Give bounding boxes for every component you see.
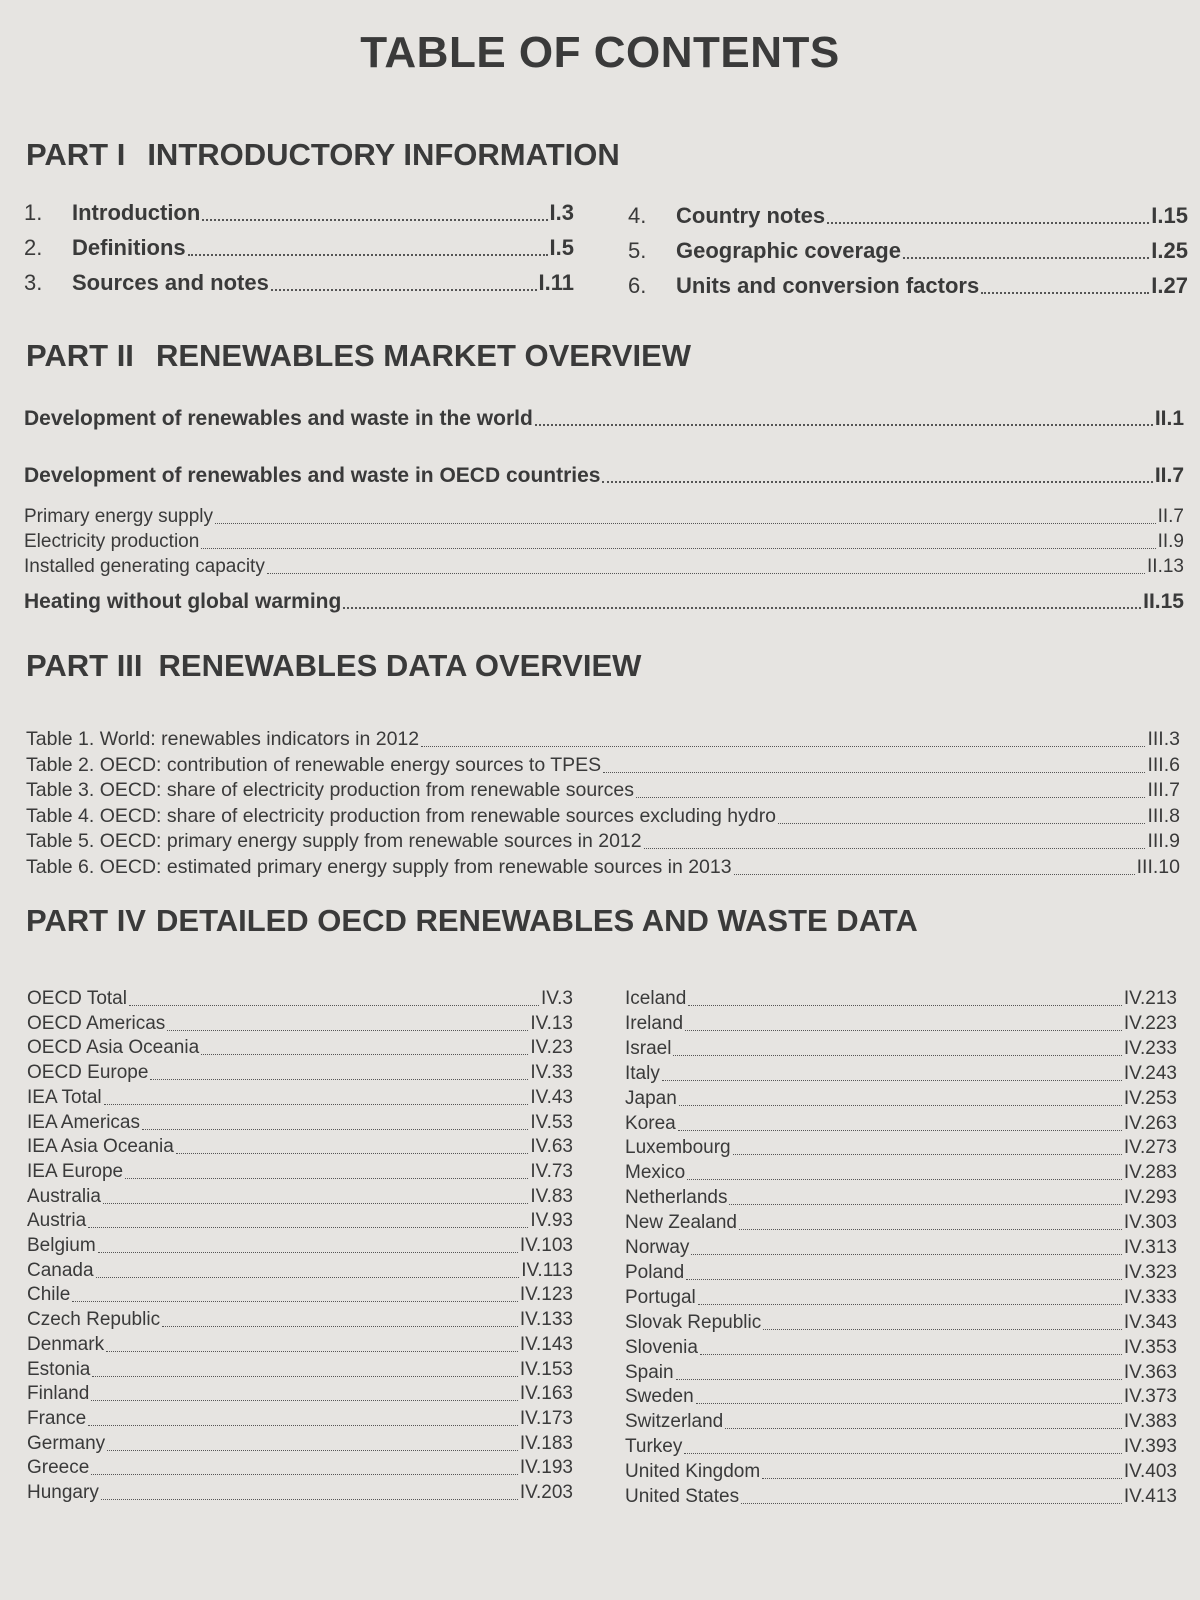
toc-entry-label: United States	[625, 1486, 740, 1507]
toc-entry-page: IV.383	[1123, 1411, 1177, 1433]
toc-entry-page: IV.343	[1123, 1311, 1177, 1333]
dot-leader	[88, 1227, 528, 1228]
toc-entry-page: II.15	[1143, 590, 1184, 613]
toc-entry-number: 2.	[24, 235, 43, 260]
toc-entry[interactable]	[24, 270, 574, 296]
toc-entry[interactable]	[27, 1161, 573, 1183]
dot-leader	[734, 874, 1135, 875]
toc-entry-page: IV.203	[519, 1482, 573, 1503]
toc-entry[interactable]	[27, 1433, 573, 1455]
toc-entry[interactable]	[24, 531, 1184, 553]
toc-entry[interactable]	[625, 1461, 1177, 1483]
toc-entry-label: Greece	[27, 1457, 90, 1479]
toc-entry[interactable]	[27, 1062, 573, 1084]
toc-entry-label	[628, 273, 979, 299]
toc-entry-label: Table 6. OECD: estimated primary energy supply from renewable sources in 2013	[26, 855, 732, 878]
dot-leader	[691, 1254, 1121, 1255]
toc-entry[interactable]	[625, 1287, 1177, 1309]
toc-entry-page: III.9	[1147, 830, 1180, 852]
dot-leader	[98, 1252, 518, 1253]
toc-entry[interactable]	[628, 273, 1188, 299]
toc-entry-page: IV.43	[530, 1086, 573, 1108]
toc-entry-label: United Kingdom	[625, 1461, 761, 1483]
dot-leader	[636, 797, 1145, 798]
dot-leader	[271, 289, 537, 291]
toc-entry[interactable]	[628, 203, 1188, 229]
toc-entry[interactable]	[625, 1486, 1177, 1508]
toc-entry-label: Italy	[625, 1062, 660, 1084]
toc-entry[interactable]	[27, 1037, 573, 1059]
toc-entry-text: Units and conversion factors	[676, 273, 980, 298]
toc-entry-label: Canada	[27, 1259, 94, 1281]
toc-entry[interactable]	[27, 1260, 573, 1282]
toc-entry[interactable]	[24, 235, 574, 261]
toc-entry-page: I.27	[1151, 273, 1188, 298]
dot-leader	[125, 1178, 528, 1179]
toc-entry[interactable]	[628, 238, 1188, 264]
dot-leader	[96, 1277, 520, 1278]
toc-entry[interactable]	[26, 754, 1180, 777]
toc-entry-label: Ireland	[625, 1012, 684, 1034]
toc-entry[interactable]	[27, 1383, 573, 1405]
toc-entry-label: Netherlands	[625, 1187, 728, 1209]
toc-entry-label: Slovenia	[625, 1336, 698, 1358]
toc-entry-label: IEA Asia Oceania	[27, 1136, 174, 1158]
toc-entry-label	[628, 203, 825, 229]
dot-leader	[129, 1005, 539, 1006]
dot-leader	[696, 1403, 1122, 1404]
dot-leader	[107, 1450, 518, 1451]
toc-entry-label: Austria	[27, 1210, 87, 1232]
dot-leader	[827, 222, 1149, 224]
toc-entry[interactable]	[625, 1162, 1177, 1184]
dot-leader	[739, 1229, 1122, 1230]
toc-entry-label: Hungary	[27, 1482, 99, 1503]
toc-entry-page: IV.53	[530, 1111, 573, 1133]
part1-heading	[26, 137, 620, 173]
toc-entry-label: Spain	[625, 1361, 674, 1383]
toc-entry-label: Primary energy supply	[24, 506, 214, 527]
toc-entry-page: IV.23	[530, 1037, 573, 1059]
toc-entry-page: IV.303	[1123, 1212, 1177, 1234]
toc-entry-page: IV.133	[519, 1309, 573, 1331]
toc-entry-label: Development of renewables and waste in the world	[24, 407, 533, 430]
toc-entry-page: IV.253	[1123, 1087, 1177, 1109]
part2-number: PART II	[26, 338, 134, 373]
dot-leader	[729, 1204, 1121, 1205]
toc-entry[interactable]	[27, 1210, 573, 1232]
toc-entry-label: Japan	[625, 1087, 677, 1109]
toc-entry-number: 4.	[628, 203, 647, 228]
toc-entry-label: Denmark	[27, 1333, 105, 1355]
toc-entry[interactable]	[625, 1262, 1177, 1284]
toc-entry[interactable]	[27, 1087, 573, 1109]
toc-entry[interactable]	[26, 728, 1180, 751]
toc-entry[interactable]	[625, 1337, 1177, 1359]
toc-entry-label	[24, 235, 186, 261]
toc-entry-label: Mexico	[625, 1162, 686, 1184]
toc-entry-page: III.10	[1136, 855, 1180, 878]
toc-entry-page: IV.83	[530, 1185, 573, 1207]
toc-entry-label: Slovak Republic	[625, 1311, 762, 1333]
toc-entry-label: OECD Europe	[27, 1062, 149, 1084]
toc-entry-page: IV.153	[519, 1358, 573, 1380]
toc-entry[interactable]	[27, 1408, 573, 1430]
toc-entry-page: IV.413	[1123, 1486, 1177, 1507]
toc-entry-page: IV.103	[519, 1235, 573, 1256]
toc-entry-label: Australia	[27, 1185, 101, 1207]
dot-leader	[101, 1499, 518, 1500]
toc-entry-label: Turkey	[625, 1436, 683, 1458]
toc-entry[interactable]	[27, 1309, 573, 1331]
toc-entry-label: Table 4. OECD: share of electricity production from renewable sources excluding hydro	[26, 804, 777, 827]
toc-entry-page: IV.263	[1123, 1112, 1177, 1134]
toc-entry[interactable]	[27, 1112, 573, 1134]
toc-entry-page: IV.243	[1123, 1062, 1177, 1084]
dot-leader	[687, 1179, 1122, 1180]
toc-entry-label: IEA Total	[27, 1086, 102, 1108]
toc-entry[interactable]	[625, 1113, 1177, 1135]
toc-entry-page: IV.173	[519, 1407, 573, 1429]
toc-entry[interactable]	[24, 506, 1184, 528]
part4-number: PART IV	[26, 903, 146, 938]
toc-entry[interactable]	[26, 856, 1180, 879]
dot-leader	[142, 1129, 528, 1130]
toc-entry-page: IV.233	[1123, 1037, 1177, 1059]
toc-entry-text: Introduction	[72, 200, 201, 225]
dot-leader	[662, 1080, 1122, 1081]
dot-leader	[162, 1326, 518, 1327]
toc-entry-label: Table 1. World: renewables indicators in 2012	[26, 728, 420, 750]
toc-entry-label: Sweden	[625, 1386, 694, 1408]
toc-entry-label: Israel	[625, 1037, 672, 1059]
toc-entry-label: OECD Total	[27, 988, 127, 1009]
toc-entry-page: IV.403	[1123, 1461, 1177, 1483]
dot-leader	[686, 1279, 1122, 1280]
toc-entry-page: IV.33	[530, 1062, 573, 1084]
toc-entry[interactable]	[625, 1088, 1177, 1110]
dot-leader	[673, 1055, 1121, 1056]
dot-leader	[201, 1054, 528, 1055]
toc-entry-page: IV.223	[1123, 1012, 1177, 1034]
toc-entry-label: France	[27, 1407, 87, 1429]
toc-entry-text: Definitions	[72, 235, 186, 260]
toc-entry-page: IV.293	[1123, 1187, 1177, 1209]
toc-entry-label	[24, 200, 200, 226]
toc-entry-page: IV.73	[530, 1160, 573, 1182]
toc-entry-page: IV.323	[1123, 1261, 1177, 1283]
toc-entry-page: IV.123	[519, 1284, 573, 1306]
dot-leader	[602, 481, 1152, 483]
toc-entry-page: IV.143	[519, 1333, 573, 1355]
toc-entry[interactable]	[27, 988, 573, 1010]
toc-entry[interactable]	[625, 1386, 1177, 1408]
dot-leader	[91, 1400, 517, 1401]
toc-entry-label: Development of renewables and waste in OECD countries	[24, 464, 601, 487]
toc-entry-text: Sources and notes	[72, 270, 269, 295]
dot-leader	[678, 1130, 1122, 1131]
dot-leader	[684, 1453, 1121, 1454]
dot-leader	[725, 1428, 1122, 1429]
dot-leader	[603, 772, 1145, 773]
toc-entry-label: Iceland	[625, 988, 687, 1009]
toc-entry-page: III.6	[1147, 753, 1180, 776]
toc-entry-page: IV.313	[1123, 1237, 1177, 1258]
toc-entry-label: Finland	[27, 1383, 90, 1405]
toc-entry[interactable]	[625, 1137, 1177, 1159]
toc-entry[interactable]	[625, 1063, 1177, 1085]
part4-title: DETAILED OECD RENEWABLES AND WASTE DATA	[156, 903, 918, 938]
toc-entry-label: IEA Europe	[27, 1160, 124, 1182]
toc-entry[interactable]	[625, 988, 1177, 1010]
page-title: TABLE OF CONTENTS	[360, 28, 840, 77]
toc-entry-label	[628, 238, 901, 264]
toc-entry-page: IV.113	[521, 1259, 573, 1281]
toc-entry-label: Electricity production	[24, 531, 200, 552]
toc-entry-page: II.13	[1147, 556, 1184, 577]
toc-entry-page: IV.393	[1123, 1436, 1177, 1458]
dot-leader	[343, 607, 1141, 609]
dot-leader	[91, 1474, 518, 1475]
dot-leader	[778, 823, 1145, 824]
toc-entry[interactable]	[27, 1235, 573, 1257]
toc-entry[interactable]	[27, 1013, 573, 1035]
toc-entry-text: Geographic coverage	[676, 238, 901, 263]
toc-entry[interactable]	[24, 590, 1184, 614]
toc-entry-page: III.7	[1147, 779, 1180, 801]
toc-entry-label: Luxembourg	[625, 1137, 731, 1159]
toc-entry[interactable]	[625, 1187, 1177, 1209]
toc-entry-label	[24, 270, 269, 296]
toc-entry-label: Estonia	[27, 1358, 91, 1380]
part2-title: RENEWABLES MARKET OVERVIEW	[155, 338, 692, 373]
toc-entry-label: Chile	[27, 1284, 71, 1306]
toc-entry[interactable]	[24, 200, 574, 226]
toc-entry-label: Portugal	[625, 1286, 696, 1308]
toc-entry-page: IV.333	[1123, 1286, 1177, 1308]
part4-heading	[26, 903, 918, 939]
toc-entry-page: IV.273	[1123, 1137, 1177, 1159]
dot-leader	[762, 1478, 1122, 1479]
dot-leader	[88, 1425, 518, 1426]
dot-leader	[201, 548, 1155, 549]
toc-entry-label: Installed generating capacity	[24, 556, 265, 577]
dot-leader	[104, 1104, 529, 1105]
toc-entry-page: II.7	[1157, 506, 1184, 527]
toc-entry-label: Table 5. OECD: primary energy supply from renewable sources in 2012	[26, 830, 642, 852]
toc-entry[interactable]	[625, 1212, 1177, 1234]
toc-entry-text: Country notes	[676, 203, 826, 228]
toc-entry-label: Table 3. OECD: share of electricity production from renewable sources	[26, 779, 635, 801]
toc-entry[interactable]	[24, 407, 1184, 431]
toc-entry-label: Korea	[625, 1112, 676, 1134]
toc-entry-number: 3.	[24, 270, 43, 295]
toc-entry-page: II.9	[1157, 531, 1184, 552]
dot-leader	[688, 1005, 1122, 1006]
dot-leader	[215, 523, 1156, 524]
toc-entry-page: I.15	[1151, 203, 1188, 228]
dot-leader	[981, 292, 1149, 294]
dot-leader	[700, 1354, 1122, 1355]
toc-entry[interactable]	[24, 464, 1184, 488]
toc-entry-page: IV.13	[530, 1012, 573, 1034]
dot-leader	[679, 1105, 1122, 1106]
toc-entry-page: I.25	[1151, 238, 1188, 263]
dot-leader	[763, 1329, 1122, 1330]
toc-entry-label: New Zealand	[625, 1212, 737, 1234]
toc-entry-page: IV.373	[1123, 1386, 1177, 1408]
toc-entry-page: III.3	[1147, 728, 1180, 750]
toc-entry-page: IV.283	[1123, 1162, 1177, 1184]
dot-leader	[103, 1203, 528, 1204]
toc-entry-page: IV.213	[1123, 988, 1177, 1009]
toc-entry-label: Czech Republic	[27, 1309, 161, 1331]
toc-entry[interactable]	[27, 1457, 573, 1479]
toc-entry-label: Table 2. OECD: contribution of renewable energy sources to TPES	[26, 753, 602, 776]
toc-entry[interactable]	[24, 556, 1184, 578]
toc-entry[interactable]	[625, 1237, 1177, 1259]
toc-entry-label: Switzerland	[625, 1411, 724, 1433]
toc-entry-page: IV.183	[519, 1432, 573, 1454]
dot-leader	[685, 1030, 1122, 1031]
toc-entry[interactable]	[625, 1013, 1177, 1035]
dot-leader	[644, 848, 1146, 849]
toc-entry-page: I.3	[549, 200, 574, 225]
toc-entry[interactable]	[27, 1284, 573, 1306]
toc-entry[interactable]	[625, 1436, 1177, 1458]
dot-leader	[150, 1079, 528, 1080]
toc-entry-page: IV.193	[519, 1457, 573, 1479]
toc-entry[interactable]	[27, 1482, 573, 1504]
toc-entry[interactable]	[27, 1136, 573, 1158]
toc-entry-page: II.7	[1154, 464, 1184, 487]
dot-leader	[92, 1376, 517, 1377]
toc-entry[interactable]	[625, 1411, 1177, 1433]
dot-leader	[267, 573, 1145, 574]
part3-heading	[26, 648, 641, 684]
toc-entry-page: IV.353	[1123, 1336, 1177, 1358]
toc-entry[interactable]	[26, 830, 1180, 853]
toc-entry-label: Germany	[27, 1432, 106, 1454]
toc-entry-label: Belgium	[27, 1235, 96, 1256]
part2-heading	[26, 338, 691, 374]
dot-leader	[167, 1030, 528, 1031]
toc-entry-page: IV.363	[1123, 1361, 1177, 1383]
toc-entry-label: IEA Americas	[27, 1111, 140, 1133]
toc-entry-page: IV.163	[519, 1383, 573, 1405]
dot-leader	[903, 257, 1149, 259]
toc-entry-page: IV.3	[540, 988, 573, 1009]
dot-leader	[72, 1301, 518, 1302]
toc-entry[interactable]	[27, 1186, 573, 1208]
toc-entry-label: OECD Americas	[27, 1012, 166, 1034]
dot-leader	[676, 1379, 1122, 1380]
toc-entry-page: IV.63	[530, 1136, 573, 1158]
part1-title: INTRODUCTORY INFORMATION	[147, 137, 620, 172]
toc-entry-page: I.11	[538, 270, 574, 295]
toc-entry-label: Poland	[625, 1261, 685, 1283]
toc-entry-page: II.1	[1154, 407, 1184, 430]
dot-leader	[535, 424, 1153, 426]
dot-leader	[733, 1154, 1122, 1155]
part1-number: PART I	[26, 137, 126, 172]
toc-entry-page: III.8	[1147, 804, 1180, 827]
part3-title: RENEWABLES DATA OVERVIEW	[158, 648, 642, 683]
toc-entry[interactable]	[625, 1038, 1177, 1060]
toc-entry[interactable]	[27, 1334, 573, 1356]
toc-entry-page: I.5	[549, 235, 574, 260]
toc-entry-label: OECD Asia Oceania	[27, 1037, 200, 1059]
toc-entry[interactable]	[625, 1362, 1177, 1384]
part3-number: PART III	[26, 648, 143, 683]
dot-leader	[698, 1304, 1122, 1305]
toc-entry[interactable]	[27, 1359, 573, 1381]
toc-entry[interactable]	[625, 1312, 1177, 1334]
dot-leader	[421, 746, 1145, 747]
toc-entry[interactable]	[26, 805, 1180, 828]
toc-entry-number: 5.	[628, 238, 647, 263]
toc-entry[interactable]	[26, 779, 1180, 802]
dot-leader	[106, 1351, 518, 1352]
toc-entry-number: 1.	[24, 200, 43, 225]
toc-entry-page: IV.93	[530, 1210, 573, 1232]
toc-entry-label: Norway	[625, 1237, 690, 1258]
dot-leader	[188, 254, 548, 256]
dot-leader	[176, 1153, 529, 1154]
dot-leader	[202, 219, 547, 221]
dot-leader	[741, 1503, 1122, 1504]
toc-entry-number: 6.	[628, 273, 647, 298]
toc-entry-label: Heating without global warming	[24, 590, 342, 613]
